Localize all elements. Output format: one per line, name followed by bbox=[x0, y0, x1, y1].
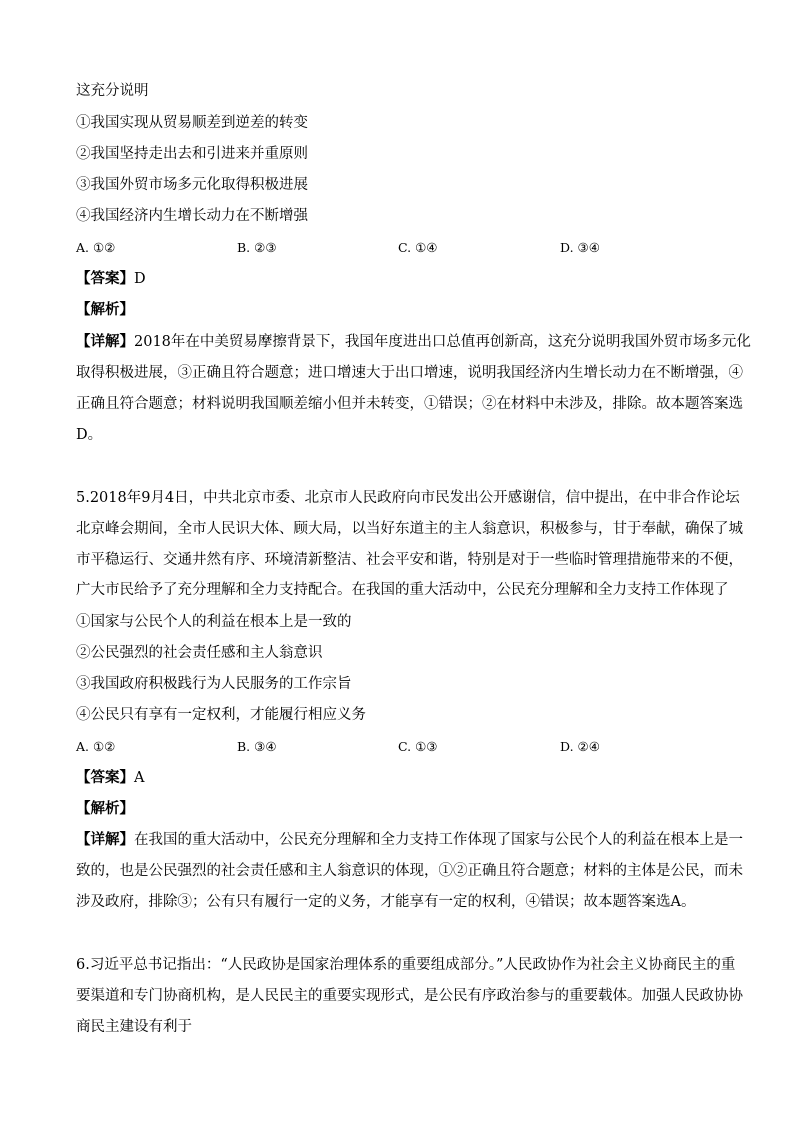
q5-answer-line bbox=[76, 768, 144, 788]
q6-stem-line-1: 6.习近平总书记指出：“人民政协是国家治理体系的重要组成部分。”人民政协作为社会主义协商民主的重 bbox=[76, 957, 736, 973]
q4-detail-line-2: 取得积极进展，③正确且符合题意；进口增速大于出口增速，说明我国经济内生增长动力在不断增强，④ bbox=[76, 365, 743, 381]
q4-option-b: B. ②③ bbox=[237, 240, 277, 255]
q4-stem-tail: 这充分说明 bbox=[76, 83, 149, 99]
q5-option-a: A. ①② bbox=[76, 739, 116, 754]
q4-detail-text-1: 2018年在中美贸易摩擦背景下，我国年度进出口总值再创新高，这充分说明我国外贸市场多元化 bbox=[134, 334, 751, 350]
q5-item-3: ③我国政府积极践行为人民服务的工作宗旨 bbox=[76, 676, 352, 692]
q5-detail-line-2: 致的，也是公民强烈的社会责任感和主人翁意识的体现，①②正确且符合题意；材料的主体是公民，而未 bbox=[76, 863, 743, 879]
q4-detail-line-1 bbox=[76, 332, 751, 352]
q5-stem-line-1: 5.2018年9月4日，中共北京市委、北京市人民政府向市民发出公开感谢信，信中提出，在中非合作论坛 bbox=[76, 490, 740, 506]
q4-options bbox=[76, 238, 716, 258]
q5-stem-line-2: 北京峰会期间，全市人民识大体、顾大局，以当好东道主的主人翁意识，积极参与，甘于奉献，确保了城 bbox=[76, 521, 743, 537]
q5-analysis-tag: 【解析】 bbox=[76, 800, 134, 817]
q5-option-d: D. ②④ bbox=[560, 739, 600, 754]
q4-option-d: D. ③④ bbox=[560, 240, 600, 255]
q4-answer-line bbox=[76, 269, 146, 289]
q4-option-a: A. ①② bbox=[76, 240, 116, 255]
q6-stem-line-3: 商民主建设有利于 bbox=[76, 1019, 192, 1035]
q4-item-4: ④我国经济内生增长动力在不断增强 bbox=[76, 208, 308, 224]
q4-item-1: ①我国实现从贸易顺差到逆差的转变 bbox=[76, 115, 308, 131]
q5-item-2: ②公民强烈的社会责任感和主人翁意识 bbox=[76, 645, 323, 661]
q6-stem-line-2: 要渠道和专门协商机构，是人民民主的重要实现形式，是公民有序政治参与的重要载体。加强人民政协协 bbox=[76, 988, 743, 1004]
q5-options bbox=[76, 737, 716, 757]
q5-detail-line-1 bbox=[76, 830, 743, 850]
q4-option-c: C. ①④ bbox=[398, 240, 438, 255]
q5-option-b: B. ③④ bbox=[237, 739, 277, 754]
q5-detail-text-1: 在我国的重大活动中，公民充分理解和全力支持工作体现了国家与公民个人的利益在根本上是一 bbox=[134, 832, 743, 848]
q4-detail-tag: 【详解】 bbox=[76, 333, 134, 350]
q5-stem-line-4: 广大市民给予了充分理解和全力支持配合。在我国的重大活动中，公民充分理解和全力支持工作体现了 bbox=[76, 582, 729, 598]
q5-stem-line-3: 市平稳运行、交通井然有序、环境清新整洁、社会平安和谐，特别是对于一些临时管理措施带来的不便， bbox=[76, 552, 743, 568]
q5-answer-value: A bbox=[134, 770, 145, 786]
q5-answer-tag: 【答案】 bbox=[76, 769, 134, 786]
q4-answer-value: D bbox=[134, 271, 146, 287]
q4-item-3: ③我国外贸市场多元化取得积极进展 bbox=[76, 177, 308, 193]
q5-detail-line-3: 涉及政府，排除③；公有只有履行一定的义务，才能享有一定的权利，④错误；故本题答案选A。 bbox=[76, 894, 696, 910]
q4-analysis-tag: 【解析】 bbox=[76, 301, 134, 318]
q4-detail-line-3: 正确且符合题意；材料说明我国顺差缩小但并未转变，①错误；②在材料中未涉及，排除。故本题答案选 bbox=[76, 396, 743, 412]
q4-answer-tag: 【答案】 bbox=[76, 270, 134, 287]
q5-option-c: C. ①③ bbox=[398, 739, 438, 754]
q4-item-2: ②我国坚持走出去和引进来并重原则 bbox=[76, 146, 308, 162]
q5-item-1: ①国家与公民个人的利益在根本上是一致的 bbox=[76, 614, 352, 630]
q5-item-4: ④公民只有享有一定权利，才能履行相应义务 bbox=[76, 707, 366, 723]
q4-detail-line-4: D。 bbox=[76, 427, 103, 443]
q5-detail-tag: 【详解】 bbox=[76, 831, 134, 848]
